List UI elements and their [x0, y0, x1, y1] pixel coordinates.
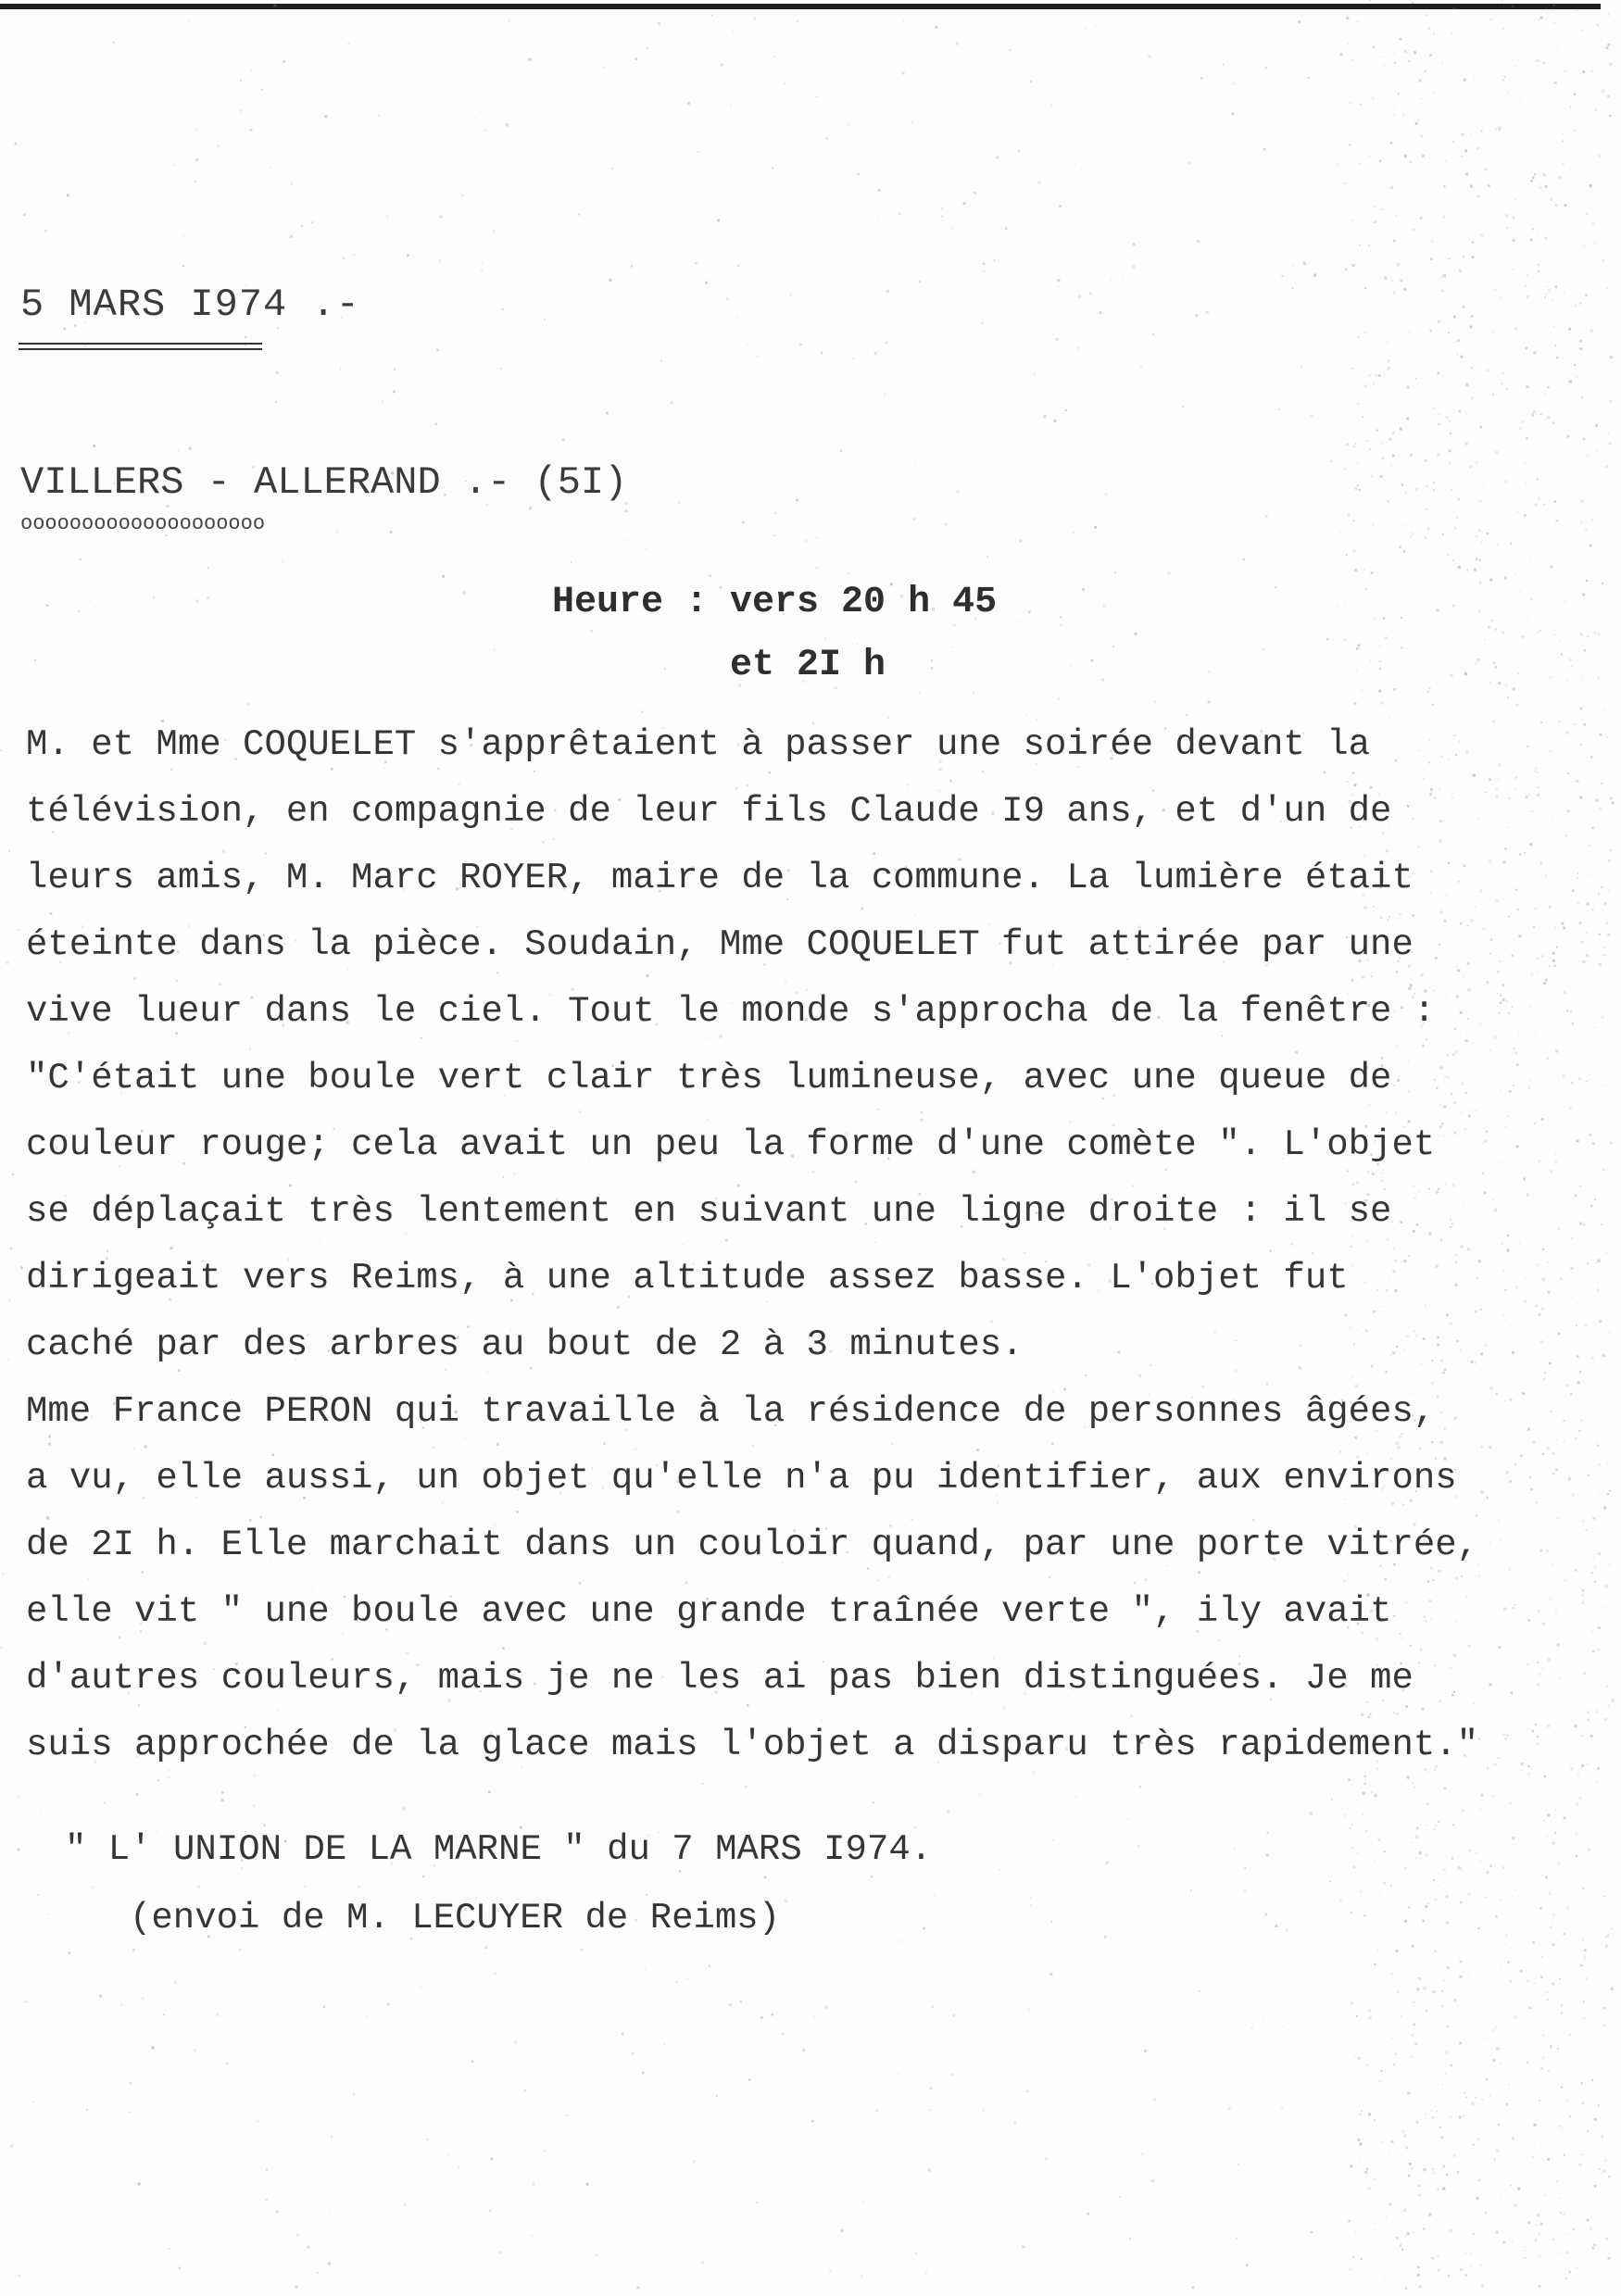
body-line: se déplaçait très lentement en suivant une ligne droite : il se	[26, 1191, 1392, 1232]
body-line: dirigeait vers Reims, à une altitude assez basse. L'objet fut	[26, 1258, 1349, 1299]
body-line: M. et Mme COQUELET s'apprêtaient à passer une soirée devant la	[26, 724, 1371, 765]
body-line: leurs amis, M. Marc ROYER, maire de la commune. La lumière était	[26, 858, 1414, 898]
location-underline: oooooooooooooooooooo	[20, 512, 266, 535]
location-heading: VILLERS - ALLERAND .- (5I)	[20, 460, 628, 505]
body-line: "C'était une boule vert clair très lumineuse, avec une queue de	[26, 1058, 1392, 1098]
body-line: couleur rouge; cela avait un peu la forme d'une comète ". L'objet	[26, 1124, 1436, 1165]
source-newspaper: " L' UNION DE LA MARNE " du 7 MARS I974.	[65, 1829, 933, 1870]
report-date: 5 MARS I974 .-	[20, 282, 360, 327]
report-body	[26, 711, 1601, 1778]
body-line: a vu, elle aussi, un objet qu'elle n'a pu identifier, aux environs	[26, 1458, 1457, 1499]
body-line: Mme France PERON qui travaille à la résidence de personnes âgées,	[26, 1391, 1436, 1432]
body-line: vive lueur dans le ciel. Tout le monde s'approcha de la fenêtre :	[26, 991, 1436, 1032]
body-line: d'autres couleurs, mais je ne les ai pas bien distinguées. Je me	[26, 1658, 1414, 1699]
source-citation	[65, 1815, 932, 1952]
body-line: elle vit " une boule avec une grande traînée verte ", ily avait	[26, 1591, 1392, 1632]
body-line: de 2I h. Elle marchait dans un couloir quand, par une porte vitrée,	[26, 1524, 1479, 1565]
source-sender: (envoi de M. LECUYER de Reims)	[130, 1898, 781, 1938]
body-line: éteinte dans la pièce. Soudain, Mme COQUELET fut attirée par une	[26, 924, 1414, 965]
time-line-1: Heure : vers 20 h 45	[552, 582, 998, 623]
body-line: télévision, en compagnie de leur fils Claude I9 ans, et d'un de	[26, 791, 1392, 832]
body-line: caché par des arbres au bout de 2 à 3 minutes.	[26, 1324, 1024, 1365]
body-line: suis approchée de la glace mais l'objet a disparu très rapidement."	[26, 1725, 1479, 1765]
time-line-2: et 2I h	[730, 645, 886, 686]
top-edge-rule	[0, 4, 1601, 9]
date-double-underline	[19, 343, 262, 354]
